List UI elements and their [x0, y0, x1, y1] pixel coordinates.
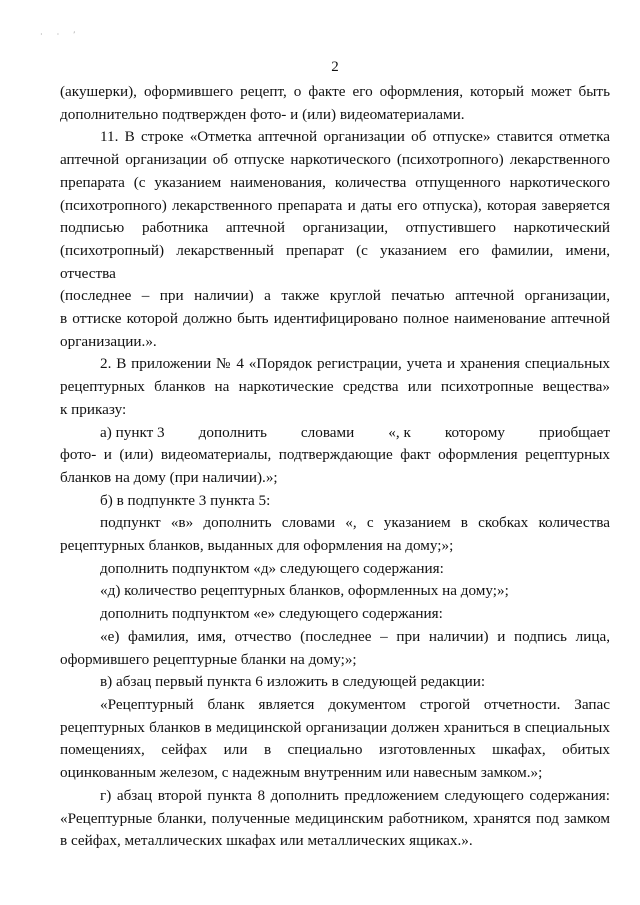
paragraph-p12 [60, 694, 610, 785]
paragraph-line: в) абзац первый пункта 6 изложить в следующей редакции: [100, 673, 486, 691]
document-body [60, 81, 610, 853]
paragraph-p5 [60, 490, 610, 513]
paragraph-line: «Рецептурные бланки, полученные медицинским работником, хранятся под замком [60, 809, 610, 827]
paragraph-line: в оттиске которой должно быть идентифицировано полное наименование аптечной [60, 310, 610, 328]
page-number: 2 [331, 59, 339, 75]
paragraph-line: рецептурных бланков, выданных для оформления на дому;»; [60, 537, 454, 555]
paragraph-line: дополнить подпунктом «е» следующего содержания: [100, 605, 443, 623]
paragraph-p6 [60, 512, 610, 557]
paragraph-line: 2. В приложении № 4 «Порядок регистрации, учета и хранения специальных [100, 355, 610, 373]
paragraph-line: рецептурных бланков в медицинской организации должен храниться в специальных [60, 718, 610, 736]
paragraph-line: фото- и (или) видеоматериалы, подтверждающие факт оформления рецептурных [60, 446, 610, 464]
line-word: а) пункт 3 [100, 423, 165, 441]
paragraph-line: (последнее – при наличии) а также круглой печатью аптечной организации, [60, 287, 610, 305]
paragraph-line: рецептурных бланков на наркотические средства или психотропные вещества» [60, 378, 610, 396]
line-word: которому [444, 423, 505, 441]
paragraph-line: «д) количество рецептурных бланков, оформленных на дому;»; [100, 582, 509, 600]
paragraph-line: оцинкованным железом, с надежным внутренним или навесным замком.»; [60, 764, 543, 782]
paragraph-p7 [60, 558, 610, 581]
paragraph-line: подписью работника аптечной организации, отпустившего наркотический [60, 219, 610, 237]
paragraph-line [60, 422, 610, 445]
paragraph-p3 [60, 353, 610, 421]
paragraph-p10 [60, 626, 610, 671]
paragraph-p4 [60, 422, 610, 490]
paragraph-line: организации.». [60, 332, 157, 350]
line-word: приобщает [539, 423, 610, 441]
paragraph-line: 11. В строке «Отметка аптечной организации об отпуске» ставится отметка [100, 128, 610, 146]
paragraph-line: «Рецептурный бланк является документом строгой отчетности. Запас [100, 695, 610, 713]
line-word: дополнить [198, 423, 267, 441]
paragraph-line: препарата (с указанием наименования, количества отпущенного наркотического [60, 173, 610, 191]
paragraph-p13 [60, 785, 610, 853]
line-word: «, к [388, 423, 411, 441]
paragraph-p2 [60, 126, 610, 353]
paragraph-p11 [60, 671, 610, 694]
paragraph-line: бланков на дому (при наличии).»; [60, 468, 278, 486]
paragraph-line: «е) фамилия, имя, отчество (последнее – при наличии) и подпись лица, [100, 627, 610, 645]
paragraph-line: оформившего рецептурные бланки на дому;»; [60, 650, 357, 668]
paragraph-line: (психотропного) лекарственного препарата и даты его отпуска), которая заверяется [60, 196, 610, 214]
paragraph-line: дополнительно подтвержден фото- и (или) видеоматериалами. [60, 105, 465, 123]
scan-specks: · · ′ [40, 30, 82, 39]
line-word: словами [300, 423, 355, 441]
paragraph-line: к приказу: [60, 400, 127, 418]
paragraph-line: аптечной организации об отпуске наркотического (психотропного) лекарственного [60, 151, 610, 169]
paragraph-line: (акушерки), оформившего рецепт, о факте его оформления, который может быть [60, 83, 610, 100]
paragraph-line: подпункт «в» дополнить словами «, с указанием в скобках количества [100, 514, 610, 532]
paragraph-line: г) абзац второй пункта 8 дополнить предложением следующего содержания: [100, 786, 610, 804]
paragraph-line: дополнить подпунктом «д» следующего содержания: [100, 559, 444, 577]
paragraph-line: в сейфах, металлических шкафах или металлических ящиках.». [60, 832, 473, 850]
paragraph-p9 [60, 603, 610, 626]
paragraph-line: б) в подпункте 3 пункта 5: [100, 491, 271, 509]
paragraph-p8 [60, 580, 610, 603]
paragraph-line: помещениях, сейфах или в специально изготовленных шкафах, обитых [60, 741, 610, 759]
paragraph-line: (психотропный) лекарственный препарат (с указанием его фамилии, имени, отчества [60, 241, 610, 282]
paragraph-p1 [60, 81, 610, 126]
